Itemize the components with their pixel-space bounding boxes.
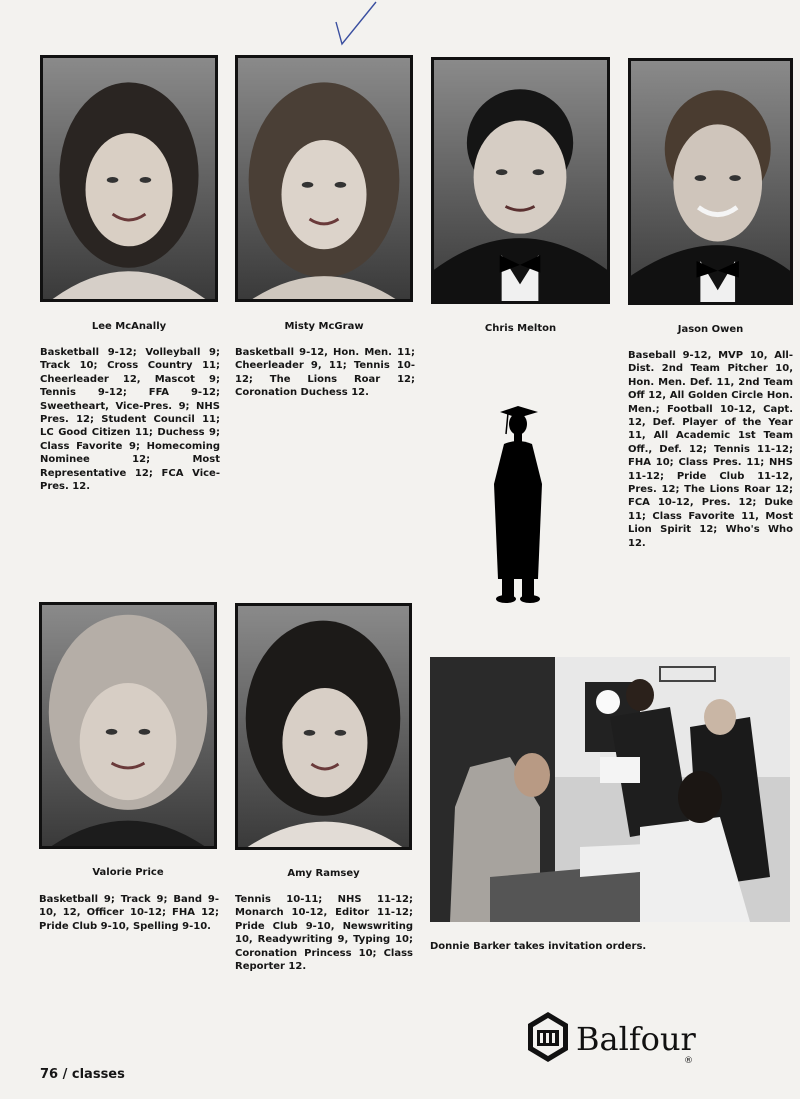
student-name: Valorie Price [92,867,164,878]
portrait-jason-owen [628,58,793,305]
portrait-lee-mcanally [40,55,218,302]
portrait-chris-melton [431,57,610,304]
student-activities: Basketball 9; Track 9; Band 9-10, 12, Officer 10-12; FHA 12; Pride Club 9-10, Spelling 9-10. [39,894,219,932]
student-name: Lee McAnally [91,321,167,332]
pen-check-mark [330,0,380,50]
portrait-amy-ramsey [235,603,412,850]
page-footer: 76 / classes [40,1067,125,1082]
student-name: Jason Owen [677,324,744,335]
registered-mark: ® [684,1056,693,1066]
student-activities: Tennis 10-11; NHS 11-12; Monarch 10-12, Editor 11-12; Pride Club 9-10, Newswriting 10, Readywriting 9, Typing 10; Coronation Princess 10; Class Reporter 12. [235,894,413,973]
portrait-valorie-price [39,602,217,849]
student-activities: Basketball 9-12, Hon. Men. 11; Cheerleader 9, 11; Tennis 10-12; The Lions Roar 12; Coronation Duchess 12. [235,347,415,399]
balfour-logo-text: Balfour [576,1020,696,1058]
student-name: Amy Ramsey [287,868,360,879]
student-activities: Basketball 9-12; Volleyball 9; Track 10; Cross Country 11; Cheerleader 12, Mascot 9; Tennis 9-12; FFA 9-12; Sweetheart, Vice-Pres. 9; NHS Pres. 12; Student Council 11; LC Good Citizen 11; Duchess 9; Class Favorite 9; Homecoming Nominee 12; Most Representative 12; FCA Vice-Pres. 12. [40,347,220,493]
group-photo [430,657,790,922]
student-name: Misty McGraw [284,321,364,332]
graduate-silhouette-icon [486,404,550,604]
student-name: Chris Melton [484,323,557,334]
student-activities: Baseball 9-12, MVP 10, All-Dist. 2nd Team Pitcher 10, Hon. Men. Def. 11, 2nd Team Off 12, All Golden Circle Hon. Men.; Football 10-12, Capt. 12, Def. Player of the Year 11, All Academic 1st Team Off., Def. 12; Tennis 11-12; FHA 10; Class Pres. 11; NHS 11-12; Pride Club 11-12, Pres. 12; The Lions Roar 12; FCA 10-12, Pres. 12; Duke 11; Class Favorite 11, Most Lion Spirit 12; Who's Who 12. [628,350,793,549]
portrait-misty-mcgraw [235,55,413,302]
photo-caption: Donnie Barker takes invitation orders. [430,941,647,952]
